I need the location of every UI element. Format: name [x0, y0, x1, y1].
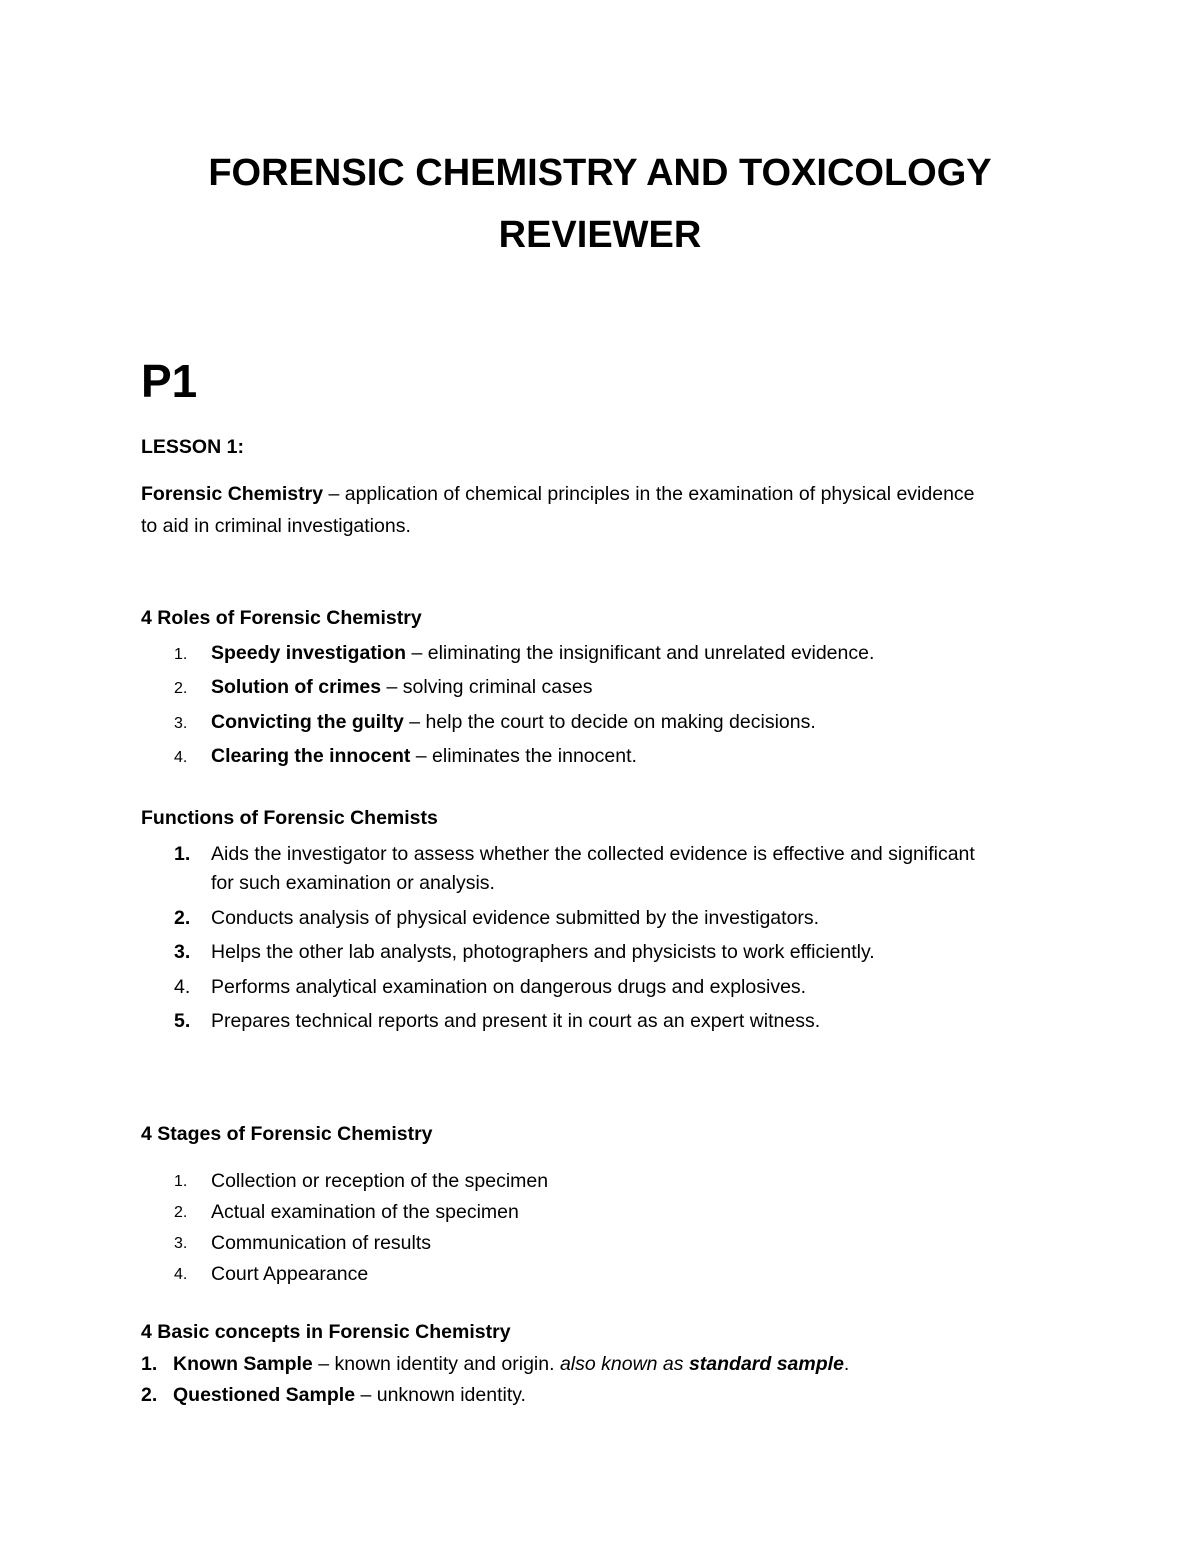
definition-term: Forensic Chemistry: [141, 483, 324, 505]
stages-item: Actual examination of the specimen: [211, 1201, 519, 1223]
roles-item-number: 2.: [174, 680, 188, 697]
roles-item: [211, 742, 637, 770]
functions-item: Helps the other lab analysts, photographers and physicists to work efficiently.: [211, 941, 875, 963]
functions-item-number: 4.: [174, 976, 191, 998]
concepts-item: [173, 1350, 849, 1378]
concepts-item-desc: – known identity and origin.: [312, 1353, 560, 1375]
roles-item-desc: – solving criminal cases: [381, 676, 593, 698]
functions-item-line-1: Aids the investigator to assess whether the collected evidence is effective and significant: [211, 843, 975, 865]
concepts-item-term: Known Sample: [173, 1353, 313, 1375]
roles-item-number: 3.: [174, 715, 188, 732]
concepts-item-term: Questioned Sample: [173, 1384, 356, 1406]
concepts-item-end: .: [843, 1353, 850, 1375]
functions-heading: Functions of Forensic Chemists: [141, 807, 438, 829]
functions-item: Conducts analysis of physical evidence submitted by the investigators.: [211, 907, 820, 929]
functions-item-number: 3.: [174, 941, 191, 963]
definition-text-1: – application of chemical principles in the examination of physical evidence: [323, 483, 975, 505]
stages-heading: 4 Stages of Forensic Chemistry: [141, 1123, 433, 1145]
stages-item-number: 1.: [174, 1173, 188, 1190]
stages-item-number: 2.: [174, 1204, 188, 1221]
functions-item: Performs analytical examination on dangerous drugs and explosives.: [211, 976, 807, 998]
stages-item: Court Appearance: [211, 1263, 369, 1285]
functions-item: Prepares technical reports and present it in court as an expert witness.: [211, 1010, 821, 1032]
concepts-item-italic: also known as: [559, 1353, 689, 1375]
roles-item: [211, 708, 816, 736]
stages-item-number: 3.: [174, 1235, 188, 1252]
concepts-heading: 4 Basic concepts in Forensic Chemistry: [141, 1321, 511, 1343]
functions-item-number: 2.: [174, 907, 191, 929]
concepts-item-number: 2.: [141, 1384, 158, 1406]
concepts-item: [173, 1381, 526, 1409]
roles-item-desc: – help the court to decide on making decisions.: [403, 711, 816, 733]
roles-item-number: 4.: [174, 749, 188, 766]
document-title-line-1: FORENSIC CHEMISTRY AND TOXICOLOGY: [208, 152, 992, 194]
roles-item-term: Solution of crimes: [211, 676, 382, 698]
roles-item-term: Clearing the innocent: [211, 745, 411, 767]
definition-line-1: [141, 480, 975, 508]
roles-item-desc: – eliminating the insignificant and unrelated evidence.: [406, 642, 875, 664]
definition-line-2: to aid in criminal investigations.: [141, 515, 411, 537]
roles-item-number: 1.: [174, 646, 188, 663]
concepts-item-number: 1.: [141, 1353, 158, 1375]
lesson-heading: LESSON 1:: [141, 436, 244, 458]
functions-item-line-2: for such examination or analysis.: [211, 872, 495, 894]
stages-item: Communication of results: [211, 1232, 432, 1254]
roles-item-term: Convicting the guilty: [211, 711, 404, 733]
roles-item-desc: – eliminates the innocent.: [410, 745, 637, 767]
concepts-item-bold-italic: standard sample: [688, 1353, 844, 1375]
roles-item: [211, 673, 592, 701]
functions-item-number: 5.: [174, 1010, 191, 1032]
stages-item: Collection or reception of the specimen: [211, 1170, 549, 1192]
roles-heading: 4 Roles of Forensic Chemistry: [141, 607, 422, 629]
roles-item-term: Speedy investigation: [211, 642, 407, 664]
document-title-line-2: REVIEWER: [498, 214, 702, 256]
concepts-item-desc: – unknown identity.: [355, 1384, 526, 1406]
part-heading: P1: [141, 355, 198, 407]
functions-item-number: 1.: [174, 843, 191, 865]
stages-item-number: 4.: [174, 1266, 188, 1283]
roles-item: [211, 639, 874, 667]
